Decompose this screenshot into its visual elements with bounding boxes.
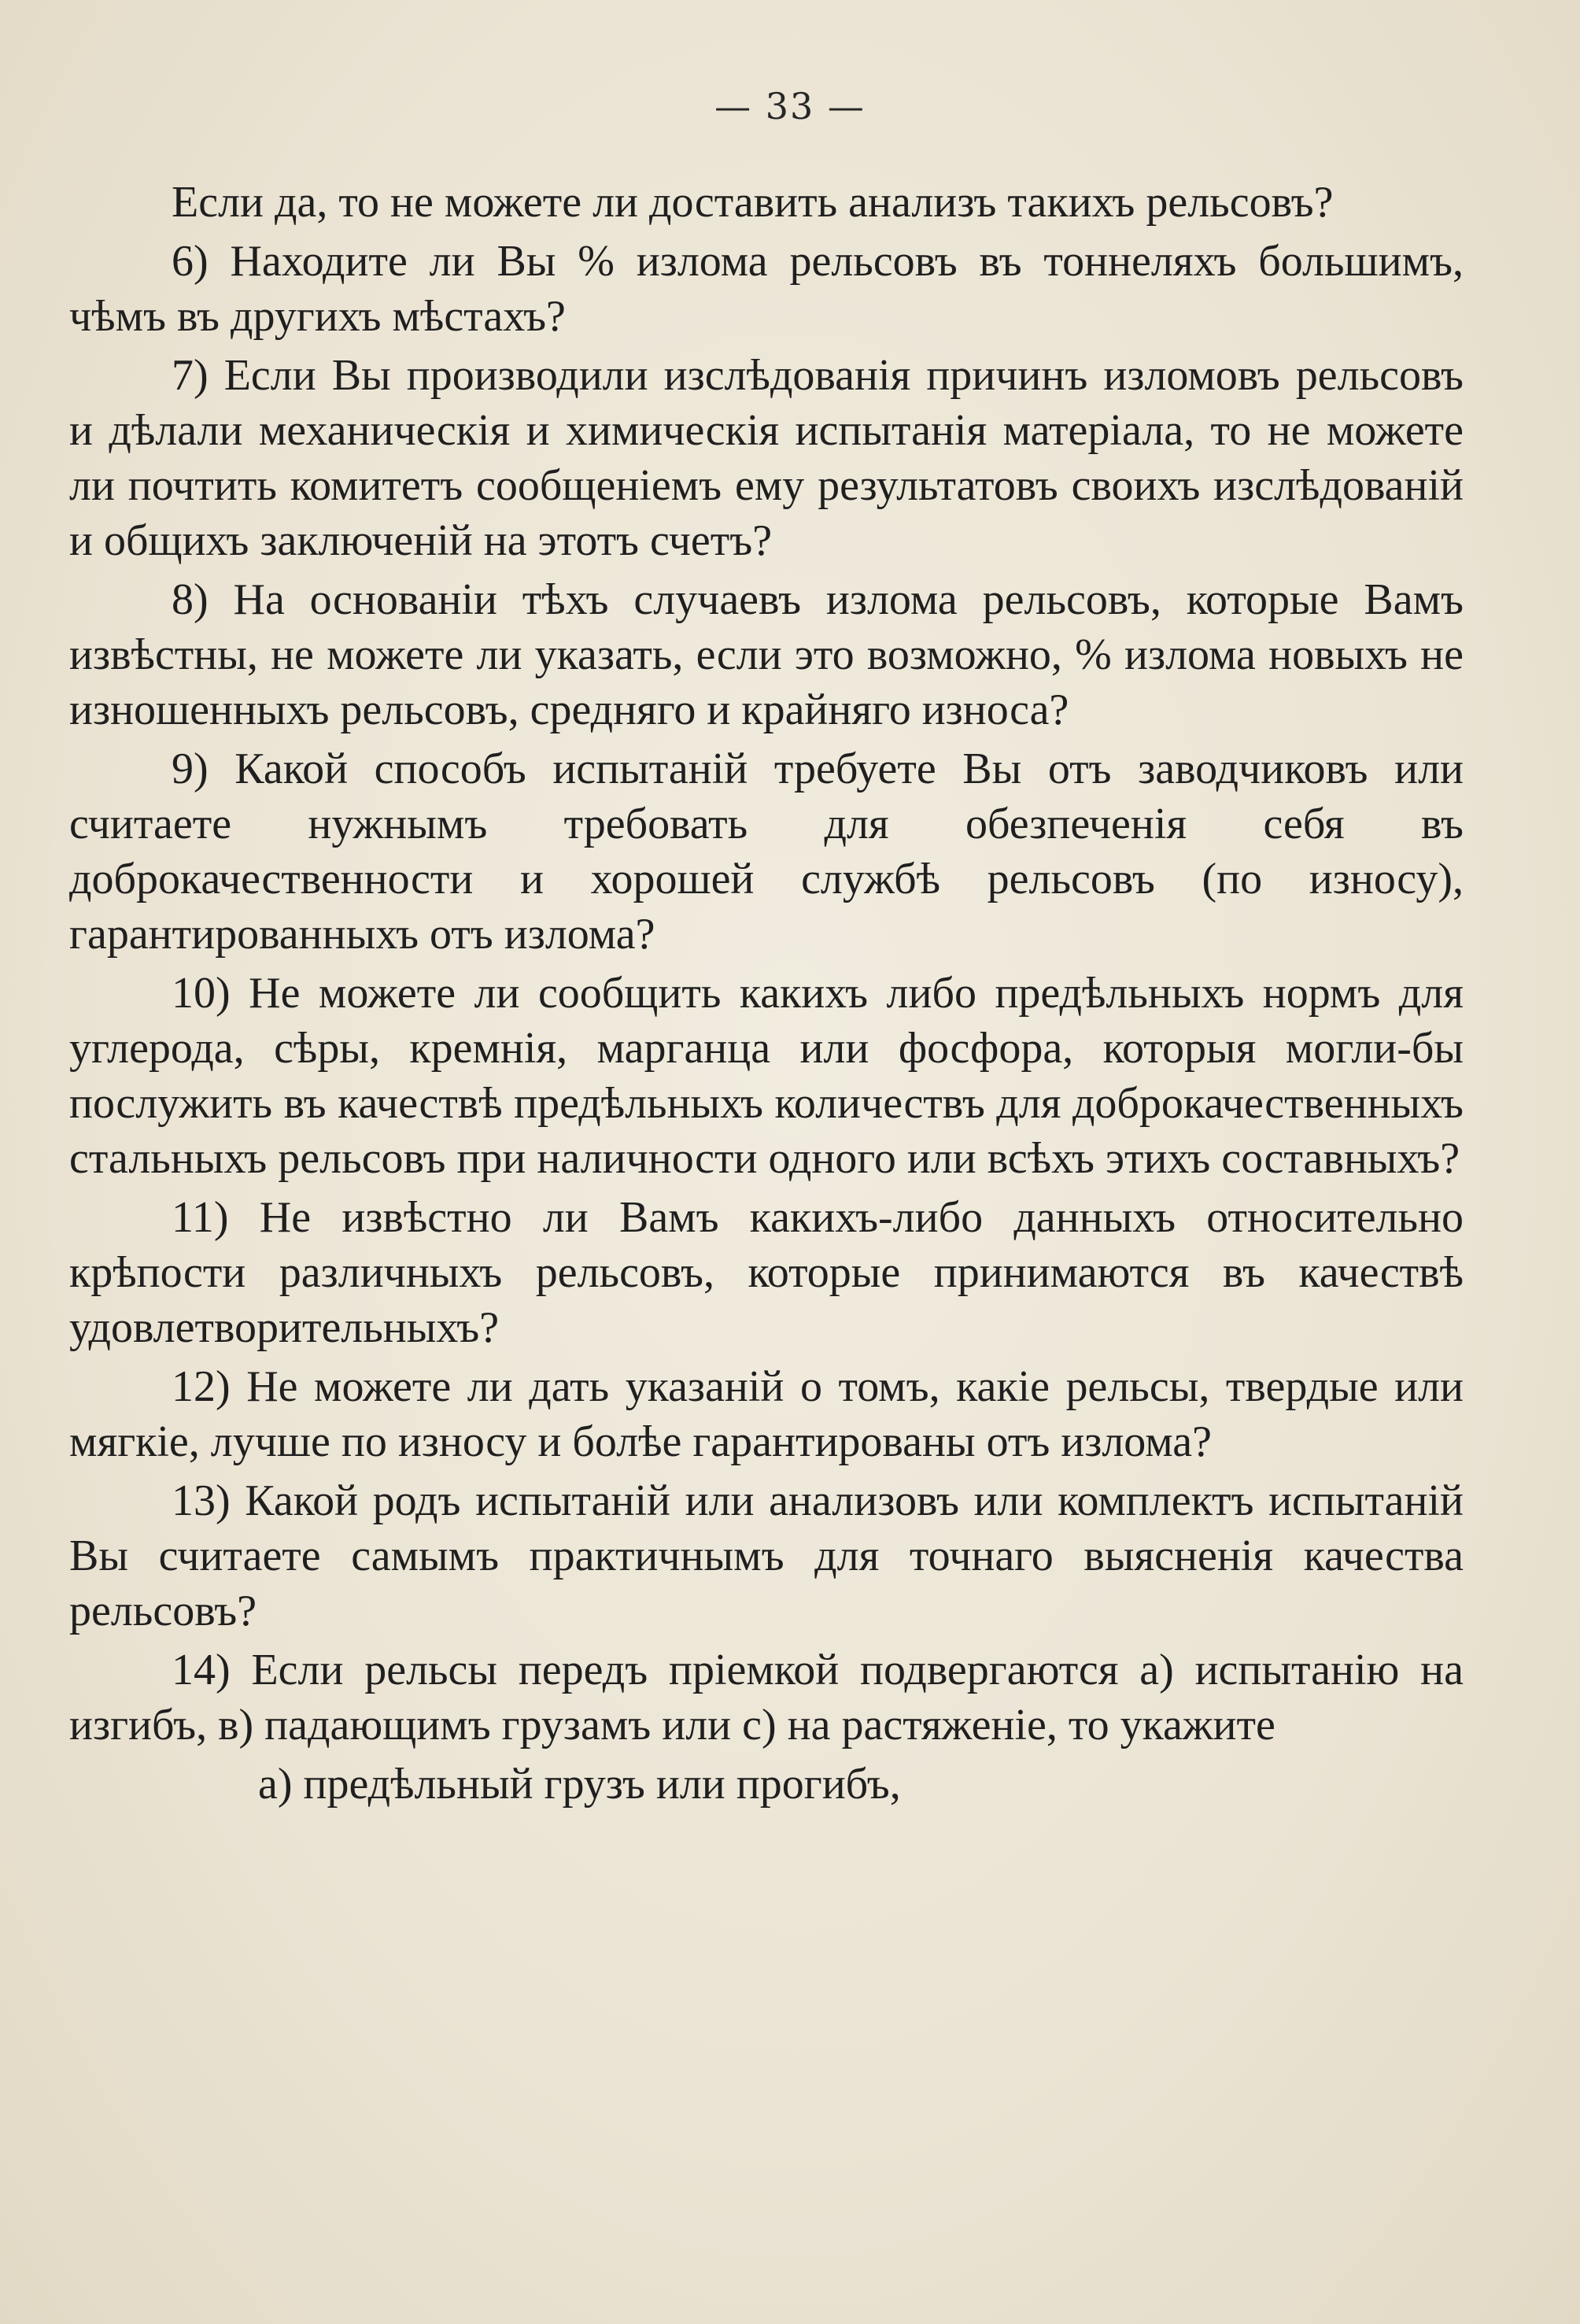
paragraph-question-6: 6) Находите ли Вы % излома рельсовъ въ тоннеляхъ большимъ, чѣмъ въ другихъ мѣстахъ? — [69, 237, 1464, 341]
paragraph-question-8: 8) На основаніи тѣхъ случаевъ излома рельсовъ, которые Вамъ извѣстны, не можете ли указать, если это возможно, % излома новыхъ не изношенныхъ рельсовъ, средняго и крайняго износа? — [69, 575, 1464, 734]
paragraph-question-13: 13) Какой родъ испытаній или анализовъ или комплектъ испытаній Вы считаете самымъ практичнымъ для точнаго выясненія качества рельсовъ? — [69, 1476, 1464, 1635]
paragraph-question-12: 12) Не можете ли дать указаній о томъ, какіе рельсы, твердые или мягкіе, лучше по износу и болѣе гарантированы отъ излома? — [69, 1362, 1464, 1466]
paragraph-question-10: 10) Не можете ли сообщить какихъ либо предѣльныхъ нормъ для углерода, сѣры, кремнія, марганца или фосфора, которыя могли-бы послужить въ качествѣ предѣльныхъ количествъ для доброкачественныхъ стальныхъ рельсовъ при наличности одного или всѣхъ этихъ составныхъ? — [69, 969, 1464, 1183]
paragraph-intro: Если да, то не можете ли доставить анализъ такихъ рельсовъ? — [172, 178, 1334, 227]
sub-item-a: a) предѣльный грузъ или прогибъ, — [258, 1760, 901, 1809]
paragraph-question-9: 9) Какой способъ испытаній требуете Вы отъ заводчиковъ или считаете нужнымъ требовать для обезпеченія себя въ доброкачественности и хорошей службѣ рельсовъ (по износу), гарантированныхъ отъ излома? — [69, 744, 1464, 959]
paragraph-question-11: 11) Не извѣстно ли Вамъ какихъ-либо данныхъ относительно крѣпости различныхъ рельсовъ, которые принимаются въ качествѣ удовлетворительныхъ? — [69, 1193, 1464, 1352]
page-number: — 33 — — [714, 85, 866, 127]
page-text — [69, 175, 1464, 1816]
paragraph-question-7: 7) Если Вы производили изслѣдованія причинъ изломовъ рельсовъ и дѣлали механическія и химическія испытанія матеріала, то не можете ли почтить комитетъ сообщеніемъ ему результатовъ своихъ изслѣдованій и общихъ заключеній на этотъ счетъ? — [69, 351, 1464, 565]
paragraph-question-14: 14) Если рельсы передъ пріемкой подвергаются a) испытанію на изгибъ, в) падающимъ грузамъ или c) на растяженіе, то укажите — [69, 1646, 1464, 1749]
